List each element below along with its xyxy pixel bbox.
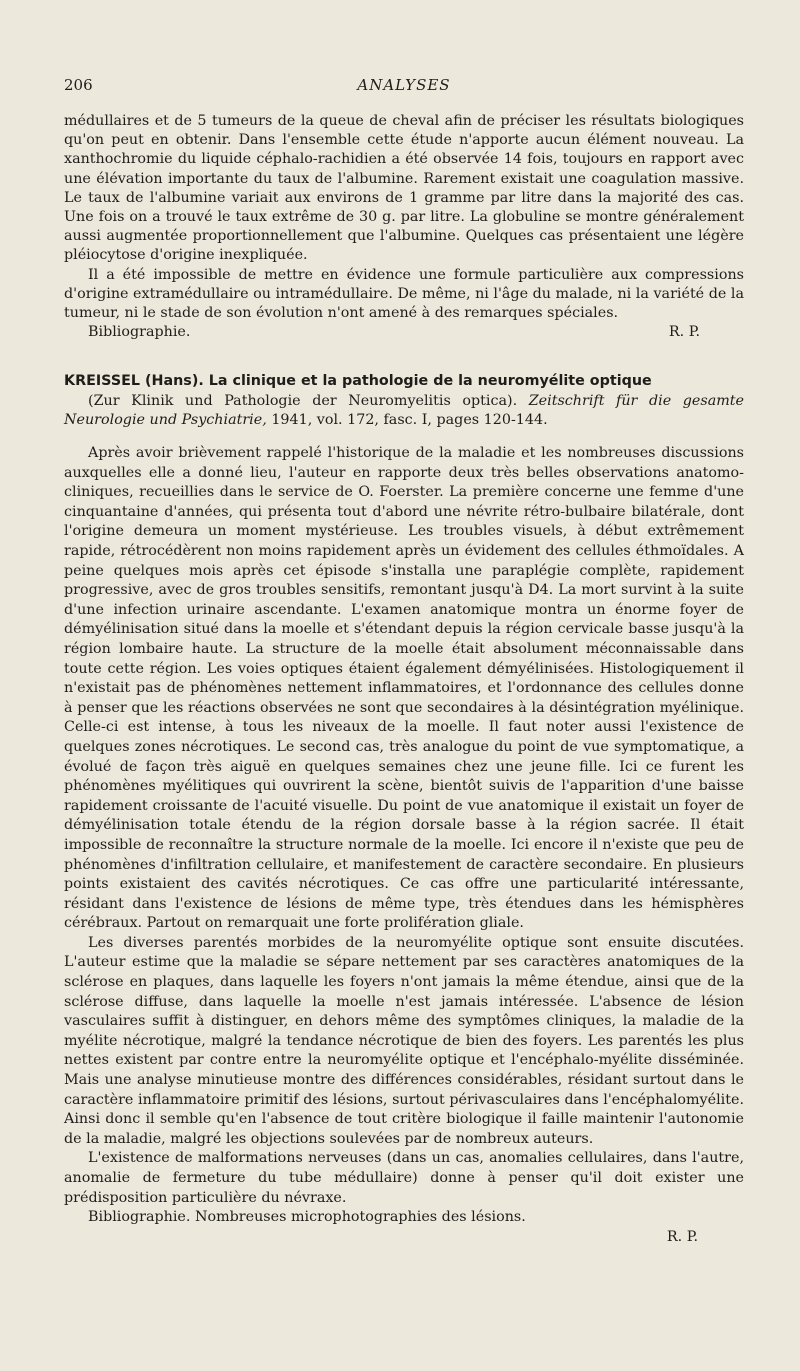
review2-paragraph-3: L'existence de malformations nerveuses (dans un cas, anomalies cellulaires, dans l'autre, anomalie de fermeture du tube médullaire) donne à penser qu'il doit exister une prédisposition particulière du névraxe.: [64, 1150, 744, 1206]
citation-original-title: (Zur Klinik und Pathologie der Neuromyelitis optica).: [88, 392, 518, 409]
review2-paragraph-1: Après avoir brièvement rappelé l'historique de la maladie et les nombreuses discussions auxquelles elle a donné lieu, l'auteur en rapporte deux très belles observations anatomo-cliniques, recueillies dans le service de O. Foerster. La première concerne une femme d'une cinquantaine d'années, qui présenta tout d'abord une névrite rétro-bulbaire bilatérale, dont l'origine demeura un moment mystérieuse. Les troubles visuels, à début extrêmement rapide, rétrocédèrent non moins rapidement après un évidement des cellules éthmoïdales. A peine quelques mois après cet épisode s'installa une paraplégie complète, rapidement progressive, avec de gros troubles sensitifs, remontant jusqu'à D4. La mort survint à la suite d'une infection urinaire ascendante. L'examen anatomique montra un énorme foyer de démyélinisation situé dans la moelle et s'étendant depuis la région cervicale basse jusqu'à la région lombaire haute. La structure de la moelle était absolument méconnaissable dans toute cette région. Les voies optiques étaient également démyélinisées. Histologiquement il n'existait pas de phénomènes nettement inflammatoires, et l'ordonnance des cellules donne à penser que les réactions observées ne sont que secondaires à la désintégration myélinique. Celle-ci est intense, à tous les niveaux de la moelle. Il faut noter aussi l'existence de quelques zones nécrotiques. Le second cas, très analogue du point de vue symptomatique, a évolué de façon très aiguë en quelques semaines chez une jeune fille. Ici ce furent les phénomènes myélitiques qui ouvrirent la scène, bientôt suivis de l'apparition d'une baisse rapidement croissante de l'acuité visuelle. Du point de vue anatomique il existait un foyer de démyélinisation totale étendu de la région dorsale basse à la région sacrée. Il était impossible de reconnaître la structure normale de la moelle. Ici encore il n'existe que peu de phénomènes d'infiltration cellulaire, et manifestement de caractère secondaire. En plusieurs points existaient des cavités nécrotiques. Ce cas offre une particularité intéressante, résidant dans l'existence de lésions de même type, très étendues dans les hémisphères cérébraux. Partout on remarquait une forte prolifération gliale.: [64, 445, 744, 932]
review1-paragraph-2: Il a été impossible de mettre en évidence une formule particulière aux compressions d'origine extramédullaire ou intramédullaire. De même, ni l'âge du malade, ni la variété de la tumeur, ni le stade de son évolution n'ont amené à des remarques spéciales.: [64, 266, 744, 322]
article-author: KREISSEL (Hans).: [64, 373, 204, 390]
review2-bibliography: Bibliographie. Nombreuses microphotographies des lésions.: [88, 1209, 526, 1226]
citation-details: 1941, vol. 172, fasc. I, pages 120-144.: [271, 411, 548, 428]
citation-journal: Zeitschrift für die gesamte Neurologie und Psychiatrie,: [64, 392, 745, 428]
page-number: 206: [64, 76, 93, 94]
review-continuation: [64, 112, 744, 342]
page-body: [64, 112, 744, 1247]
review1-paragraph-1: médullaires et de 5 tumeurs de la queue de cheval afin de préciser les résultats biologiques qu'on peut en obtenir. Dans l'ensemble cette étude n'apporte aucun élément nouveau. La xanthochromie du liquide céphalo-rachidien a été observée 14 fois, toujours en rapport avec une élévation importante du taux de l'albumine. Rarement existait une coagulation massive. Le taux de l'albumine variait aux environs de 1 gramme par litre dans la majorité des cas. Une fois on a trouvé le taux extrême de 30 g. par litre. La globuline se montre généralement aussi augmentée proportionnellement que l'albumine. Quelques cas présentaient une légère pléiocytose d'origine inexpliquée.: [64, 113, 744, 264]
review1-bibliography: Bibliographie.: [88, 324, 191, 341]
article-heading: [64, 372, 744, 391]
review2-paragraph-2: Les diverses parentés morbides de la neuromyélite optique sont ensuite discutées. L'auteur estime que la maladie se sépare nettement par ses caractères anatomiques de la sclérose en plaques, dans laquelle les foyers n'ont jamais la même étendue, ainsi que de la sclérose diffuse, dans laquelle la moelle n'est jamais intéressée. L'absence de lésion vasculaires suffit à distinguer, en dehors même des symptômes cliniques, la maladie de la myélite nécrotique, malgré la tendance nécrotique de bien des foyers. Les parentés les plus nettes existent par contre entre la neuromyélite optique et l'encéphalo-myélite disséminée. Mais une analyse minutieuse montre des différences considérables, résidant surtout dans le caractère inflammatoire primitif des lésions, surtout périvasculaires dans l'encéphalomyélite. Ainsi donc il semble qu'en l'absence de tout critère biologique il faille maintenir l'autonomie de la maladie, malgré les objections soulevées par de nombreux auteurs.: [64, 934, 744, 1147]
article-citation: [64, 392, 744, 430]
review2-signature: R. P.: [666, 1228, 698, 1245]
title-gap: [64, 430, 744, 444]
review1-signature: R. P.: [668, 324, 700, 341]
review-kreissel: [64, 372, 744, 1247]
page-header: [64, 76, 744, 98]
review1-bibliography-line: [64, 323, 744, 342]
running-head: ANALYSES: [357, 76, 451, 94]
section-gap: [64, 342, 744, 372]
article-title: La clinique et la pathologie de la neuromyélite optique: [208, 373, 652, 390]
